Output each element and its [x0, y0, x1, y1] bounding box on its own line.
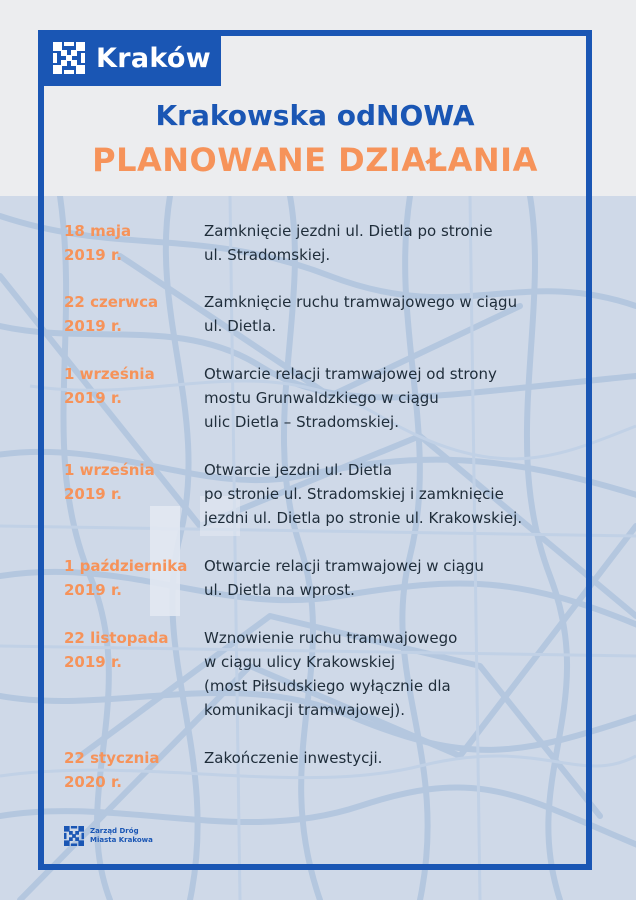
brand-name: Kraków	[96, 42, 211, 74]
event-date: 22 listopada 2019 r.	[64, 629, 169, 671]
footer-org-name: Zarząd Dróg Miasta Krakowa	[90, 827, 153, 844]
event-description: Otwarcie relacji tramwajowej od strony mostu Grunwaldzkiego w ciągu ulic Dietla – Stradomskiej.	[204, 365, 497, 431]
event-date: 1 września 2019 r.	[64, 461, 155, 503]
event-description: Wznowienie ruchu tramwajowego w ciągu ulicy Krakowskiej (most Piłsudskiego wyłącznie dla komunikacji tramwajowej).	[204, 629, 458, 719]
event-description: Otwarcie relacji tramwajowej w ciągu ul. Dietla na wprost.	[204, 557, 484, 599]
footer-logo	[64, 826, 153, 846]
event-description: Zakończenie inwestycji.	[204, 749, 383, 767]
event-date: 22 czerwca 2019 r.	[64, 293, 159, 335]
event-date: 1 września 2019 r.	[64, 365, 155, 407]
event-date: 22 stycznia 2020 r.	[64, 749, 160, 791]
zdmk-logo-icon	[64, 826, 84, 846]
page-title: Krakowska odNOWA	[155, 99, 475, 132]
event-description: Otwarcie jezdni ul. Dietla po stronie ul. Stradomskiej i zamknięcie jezdni ul. Dietla po stronie ul. Krakowskiej.	[204, 461, 523, 527]
event-date: 1 października 2019 r.	[64, 557, 188, 599]
brand-logo	[38, 30, 221, 86]
event-description: Zamknięcie ruchu tramwajowego w ciągu ul. Dietla.	[204, 293, 518, 335]
krakow-logo-icon	[53, 42, 85, 74]
event-description: Zamknięcie jezdni ul. Dietla po stronie ul. Stradomskiej.	[204, 222, 493, 264]
event-date: 18 maja 2019 r.	[64, 222, 132, 264]
page-subtitle: PLANOWANE DZIAŁANIA	[92, 141, 538, 179]
